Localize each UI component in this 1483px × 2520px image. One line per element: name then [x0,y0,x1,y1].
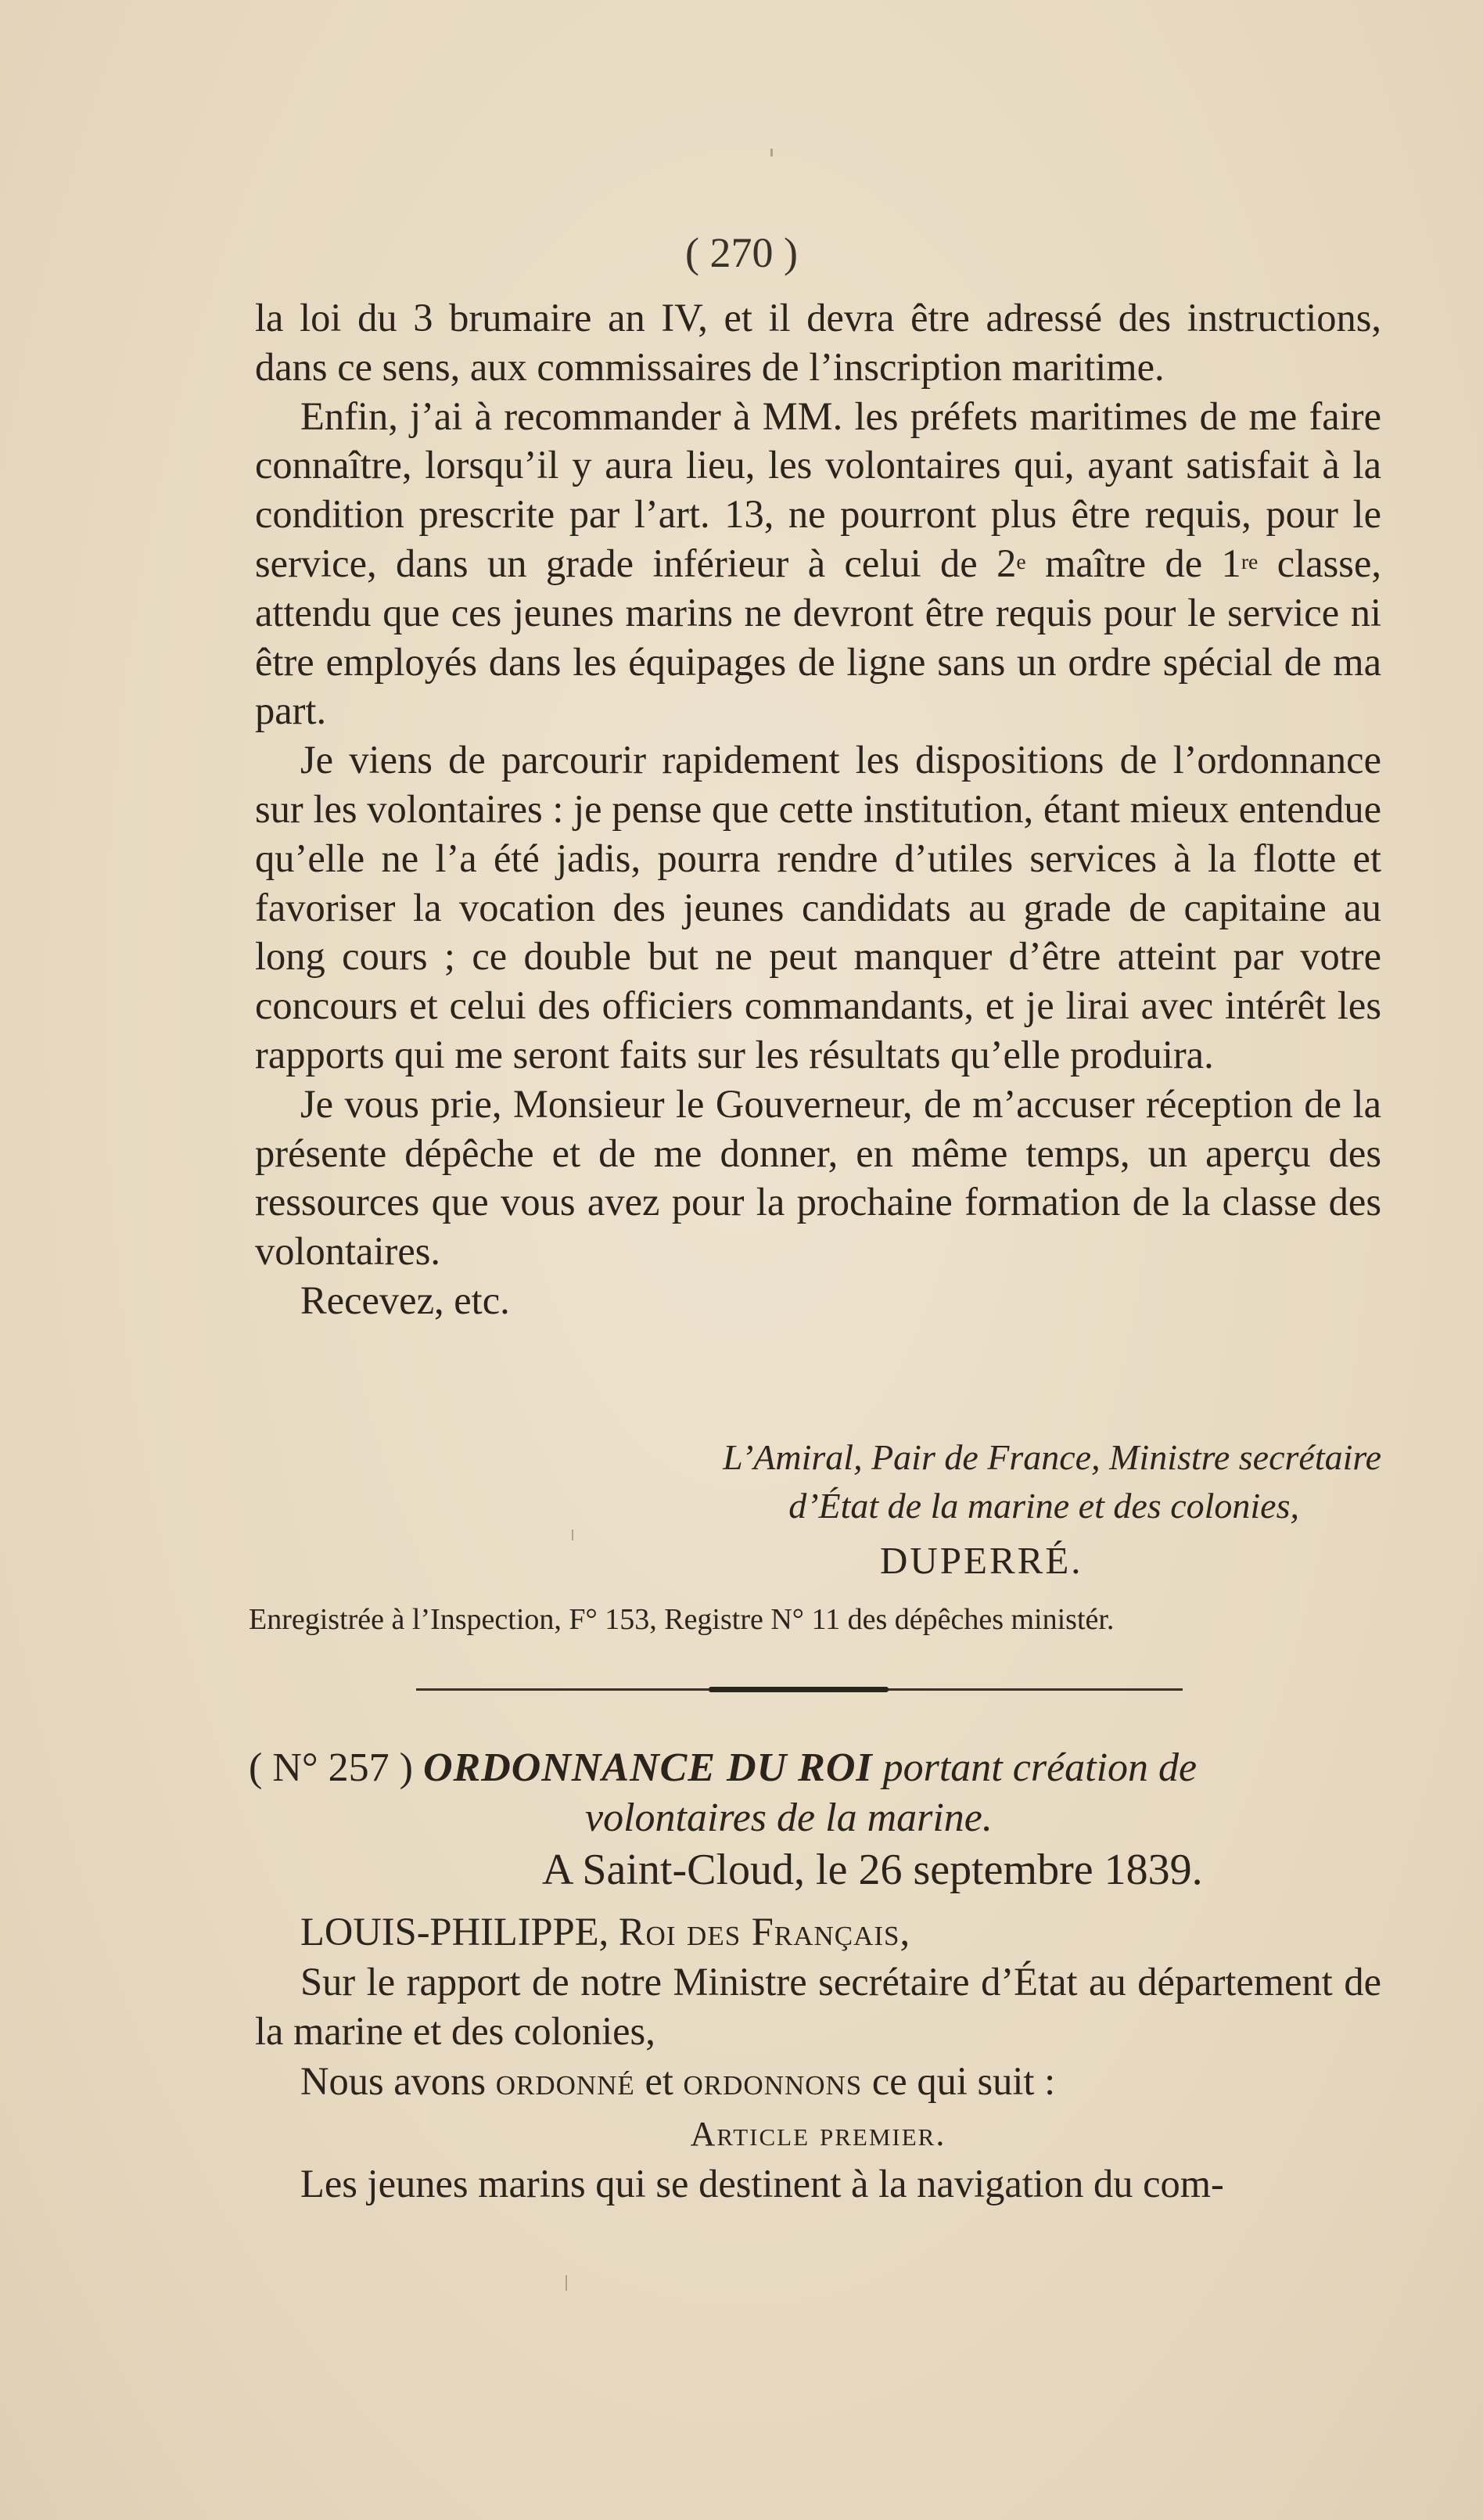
ordinance-heading-line-2: volontaires de la marine. [585,1796,993,1840]
paper-speck [572,1530,573,1540]
order-line [255,2057,1381,2107]
paragraph-2-tail-b: maître de 1 [1025,541,1241,585]
king-title: Roi des Français, [618,1910,911,1954]
order-part-b: ordonné [495,2058,635,2103]
signatory-title [443,1433,1381,1530]
report-line: Sur le rapport de notre Ministre secrétaire d’État au département de la marine et des colonies, [255,1959,1381,2053]
superscript-e: e [1016,550,1026,575]
superscript-re: re [1241,550,1259,575]
article-heading: Article premier. [690,2115,946,2153]
signatory-name: DUPERRÉ. [880,1539,1083,1582]
ordinance-title-rest: portant création de [882,1745,1198,1790]
paragraph-1: la loi du 3 brumaire an IV, et il devra être adressé des instructions, dans ce sens, aux commissaires de l’inscription maritime. [255,296,1381,389]
signatory-title-line-2: d’État de la marine et des colonies, [788,1486,1299,1526]
paragraph-2 [255,392,1381,736]
paragraph-4: Je vous prie, Monsieur le Gouverneur, de m’accuser réception de la présente dépêche et de me donner, en même temps, un aperçu des ressources que vous avez pour la prochaine formation de la classe des volontaires. [255,1081,1381,1274]
order-part-a: Nous avons [300,2058,496,2103]
place-date: A Saint-Cloud, le 26 septembre 1839. [542,1846,1203,1894]
closing-formula: Recevez, etc. [300,1278,510,1322]
section-divider-center [709,1687,889,1692]
ordinance-heading [249,1743,1383,1843]
paper-speck [770,149,773,156]
order-part-e: ce qui suit : [862,2058,1056,2103]
signatory-title-line-1: L’Amiral, Pair de France, Ministre secrétaire [723,1437,1381,1477]
king-name: LOUIS-PHILIPPE, [300,1910,609,1954]
letter-body [255,293,1381,1325]
order-part-d: ordonnons [683,2058,863,2103]
ordinance-heading-line-1 [249,1743,1383,1793]
king-line [255,1907,1381,1957]
paragraph-3: Je viens de parcourir rapidement les dispositions de l’ordonnance sur les volontaires : je pense que cette institution, étant mieux entendue qu’elle ne l’a été jadis, pourra rendre d’utiles services à la flotte et favoriser la vocation des jeunes candidats au grade de capitaine au long cours ; ce double but ne peut manquer d’être atteint par votre concours et celui des officiers commandants, et je lirai avec intérêt les rapports qui me seront faits sur les résultats qu’elle produira. [255,738,1381,1077]
ordinance-number: ( N° 257 ) [249,1745,413,1790]
paragraph-2-tail-c: classe, attendu que ces jeunes marins ne devront être requis pour le service ni être employés dans les équipages de ligne sans un ordre spécial de ma part. [255,541,1381,733]
paper-speck [566,2275,567,2291]
article-text: Les jeunes marins qui se destinent à la navigation du com- [300,2161,1224,2205]
paragraph-2-text: Enfin, j’ai à recommander à MM. les préfets maritimes de me faire connaître, lorsqu’il y aura lieu, les volontaires qui, ayant satisfait à la condition prescrite par l’art. 13, ne pourront plus être requis, pour le service, dans un grade inférieur [255,394,1381,585]
page-number: ( 270 ) [685,229,798,276]
ordinance-body [255,1907,1381,2209]
register-note: Enregistrée à l’Inspection, F° 153, Registre N° 11 des dépêches ministér. [249,1603,1115,1636]
paragraph-2-tail-a: à celui de 2 [807,541,1017,585]
ordinance-title-caps: ORDONNANCE DU ROI [422,1745,873,1790]
order-part-c: et [634,2058,684,2103]
